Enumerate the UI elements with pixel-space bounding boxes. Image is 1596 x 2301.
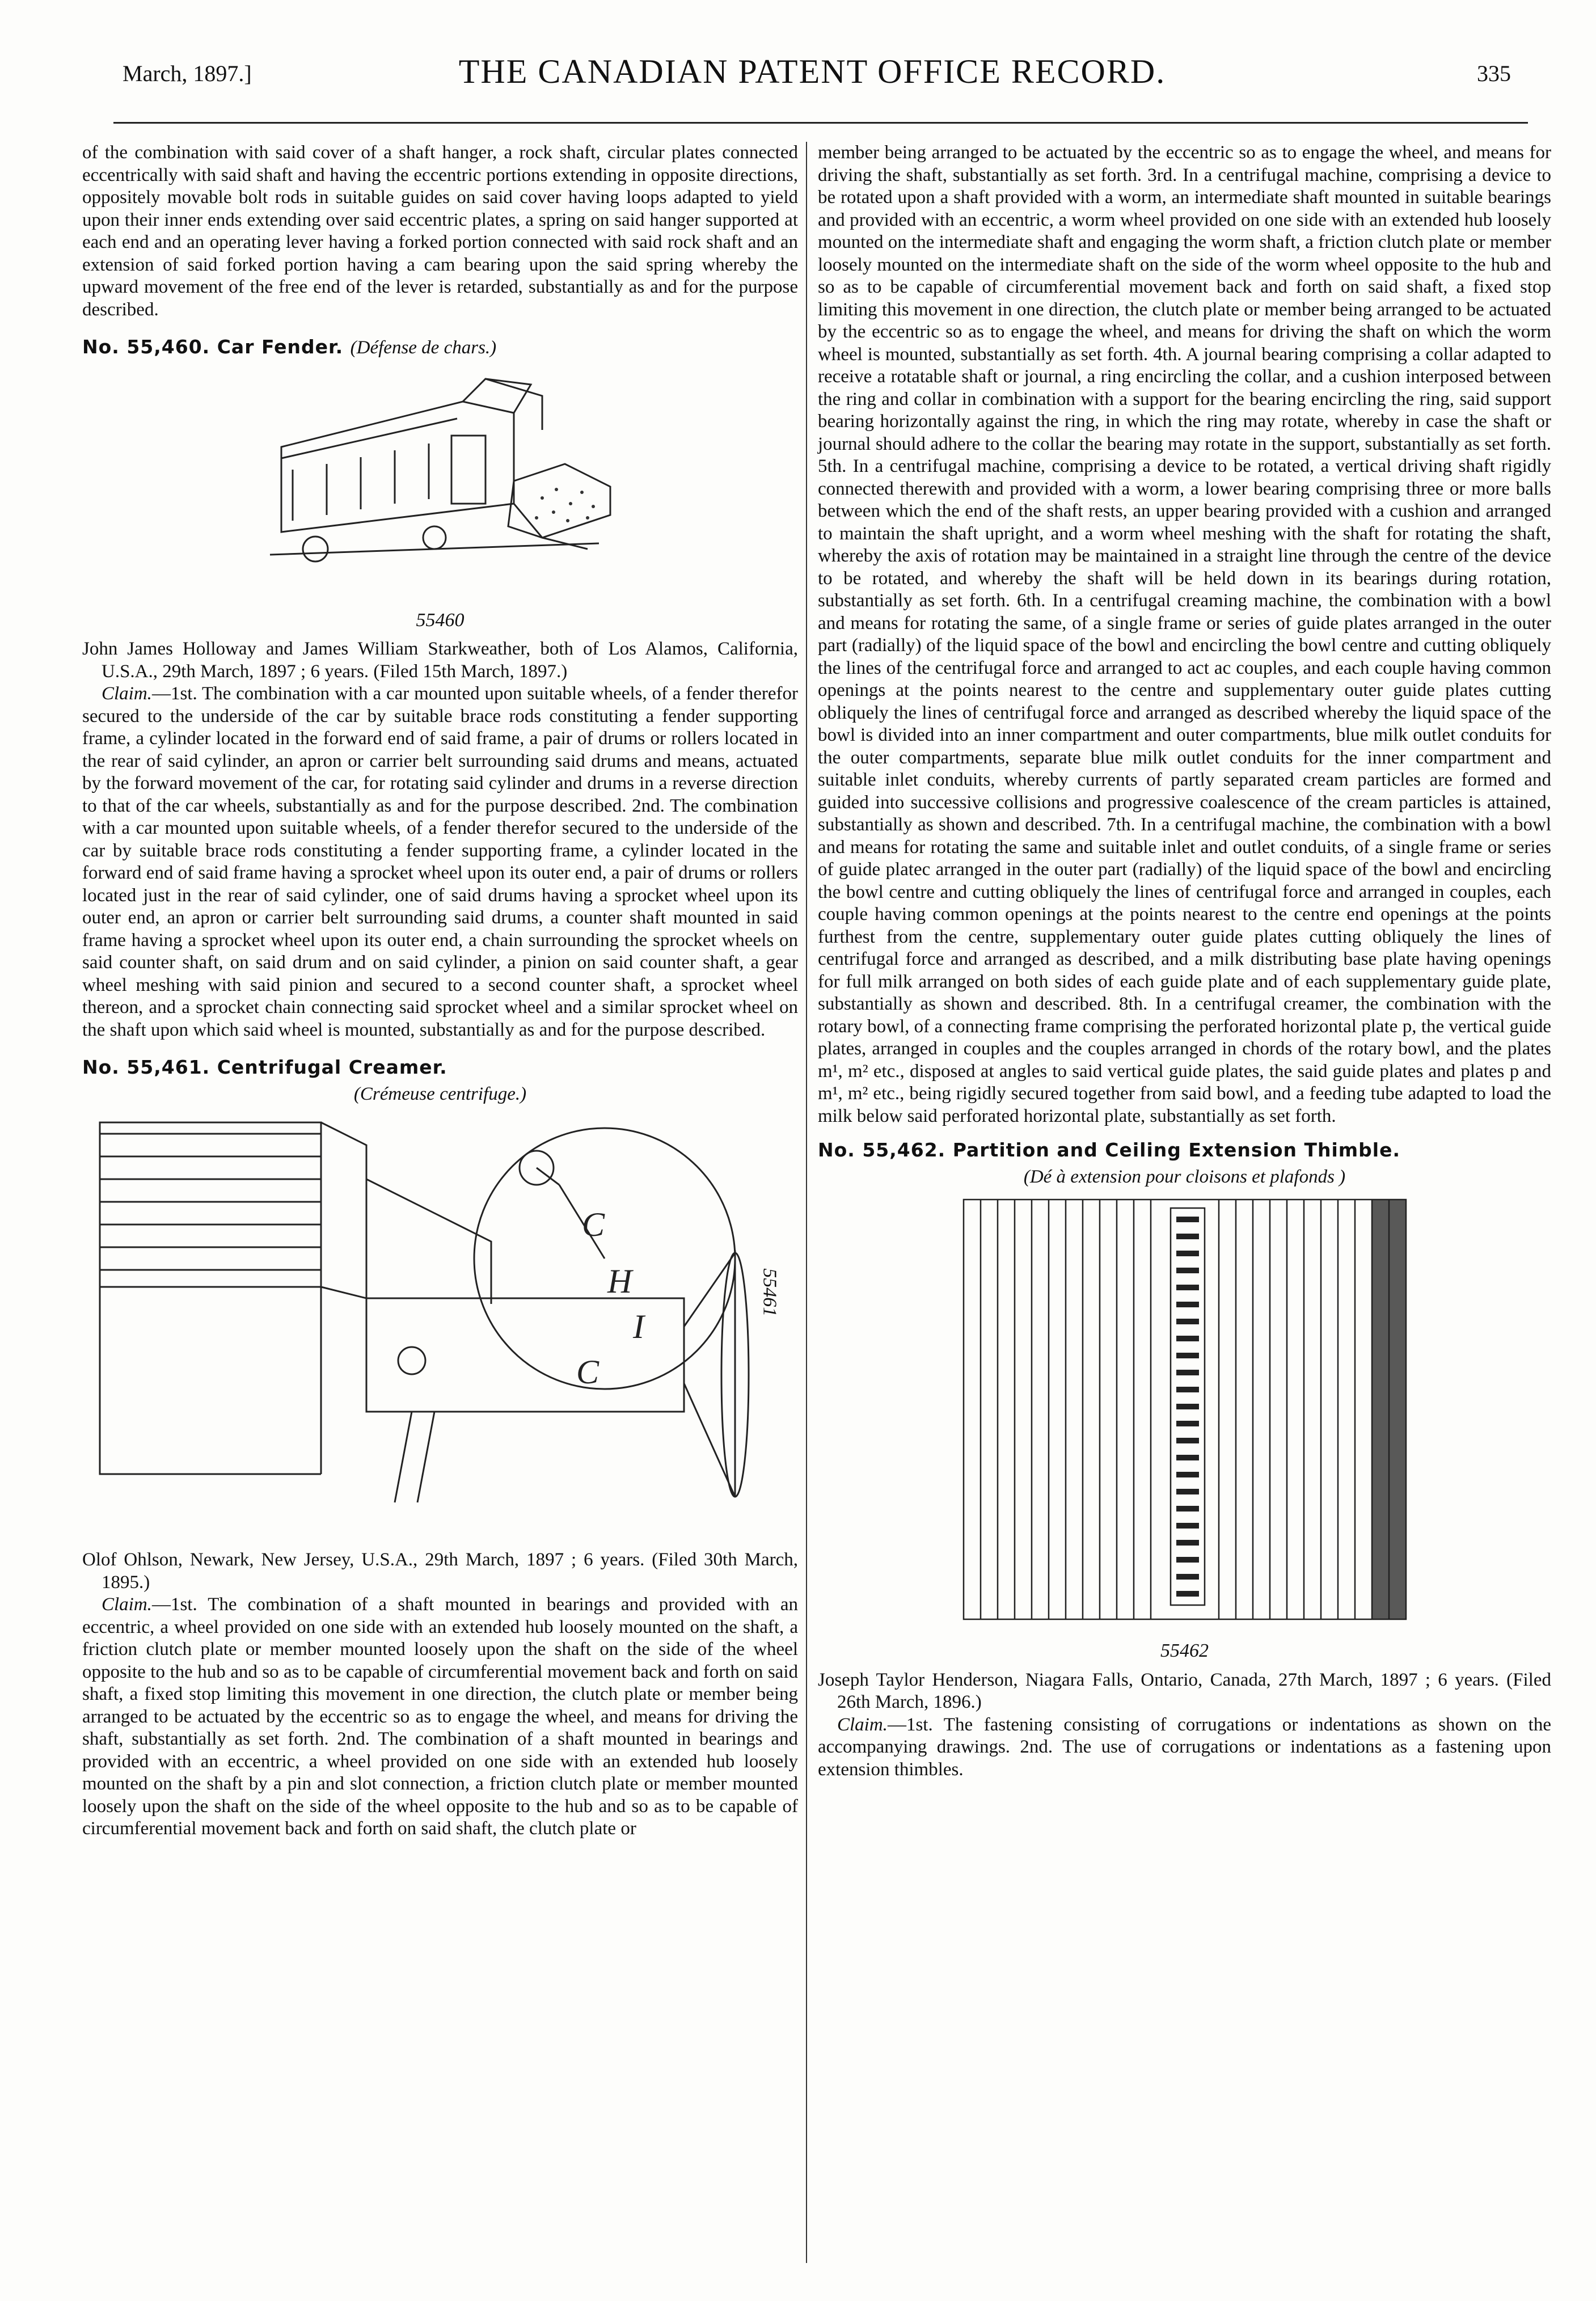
patent-heading-55462 [818,1139,1551,1162]
svg-text:I: I [633,1308,644,1345]
patent-number: No. 55,460. [82,336,210,358]
inventor-line: John James Holloway and James William Starkweather, both of Los Alamos, California, U.S.A., 29th March, 1897 ; 6 years. (Filed 15th March, 1897.) [82,639,798,682]
extension-thimble-drawing [952,1194,1417,1636]
continued-claim-text: member being arranged to be actuated by the eccentric so as to engage the wheel, and means for driving the shaft, substantially as set forth. 3rd. In a centrifugal machine, comprising a device to be rotated upon a shaft provided with a worm, an intermediate shaft mounted in suitable bearings and provided with an eccentric, a worm wheel provided on one side with an extended hub loosely mounted on the intermediate shaft and engaging the worm shaft, a friction clutch plate or member loosely mounted on the intermediate shaft on the side of the worm wheel opposite to the hub and so as to be capable of circumferential movement back and forth on said shaft, a fixed stop limiting this movement in one direction, the clutch plate or member being arranged to be actuated by the eccentric so as to engage the wheel, and means for driving the shaft on which the worm wheel is mounted, substantially as set forth. 4th. A journal bearing comprising a collar adapted to receive a rotatable shaft or journal, a ring encircling the collar, and a cushion interposed between the ring and collar in combination with a support for the bearing encircling the ring, said support bearing horizontally against the ring, in which the ring may rotate, whereby in case the shaft or journal should adhere to the collar the bearing may rotate in the support, substantially as set forth. 5th. In a centrifugal machine, comprising a device to be rotated, a vertical driving shaft rigidly connected therewith and provided with a worm, a lower bearing comprising three or more balls between which the end of the shaft rests, an upper bearing provided with a cushion and arranged to maintain the shaft upright, and a worm wheel meshing with the shaft for rotating the shaft, whereby the axis of rotation may be maintained in a straight line through the centre of the device to be rotated, and whereby the shaft will be held down in its bearings during rotation, substantially as set forth. 6th. In a centrifugal creaming machine, the combination with a bowl and means for rotating the same, of a single frame or series of guide plates arranged in the outer part (radially) of the liquid space of the bowl and encircling the bowl centre and cutting obliquely the lines of the centrifugal force and arranged to act ac couples, and each couple having common openings at the points nearest to the centre and supplementary outer guide plates cutting obliquely the lines of centrifugal force and arranged as described whereby the liquid space of the bowl is divided into an inner compartment and outer compartments, blue milk outlet conduits for the outer compartments, separate blue milk outlet conduits for the inner compartment and suitable inlet conduits, whereby currents of partly separated cream particles are formed and guided into successive collisions and progressive coalescence of the cream particles is attained, substantially as shown and described. 7th. In a centrifugal machine, the combination with a bowl and means for rotating the same and suitable inlet and outlet conduits, of a single frame or series of guide platec arranged in the outer part (radially) of the liquid space of the bowl and encircling the bowl centre and cutting obliquely the lines of centrifugal force and arranged in couples, each couple having common openings at the points nearest to the centre end openings at the points furthest from the centre, supplementary outer guide plates cutting obliquely the lines of centrifugal force and arranged as described, and a milk distributing base plate having openings for full milk arranged on both sides of each guide plate and of each supplementary guide plate, substantially as shown and described. 8th. In a centrifugal creamer, the combination with the rotary bowl, of a connecting frame comprising the perforated horizontal plate p, the vertical guide plates, arranged in couples and the couples arranged in chords of the rotary bowl, and the plates m¹, m² etc., disposed at angles to said vertical guide plates, the said guide plates and plates p and m¹, m² etc., being rigidly secured together from said bowl, and a feeding tube adapted to load the milk below said perforated horizontal plate, substantially as set forth. [818,142,1551,1126]
centrifugal-creamer-drawing [94,1111,786,1542]
left-column [82,142,798,1840]
patent-title: Partition and Ceiling Extension Thimble. [952,1139,1401,1161]
inventor-line: Joseph Taylor Henderson, Niagara Falls, Ontario, Canada, 27th March, 1897 ; 6 years. (Filed 26th March, 1896.) [818,1669,1551,1712]
claim-label: Claim. [837,1714,888,1735]
svg-text:C: C [582,1206,605,1243]
patent-title: Car Fender. [217,336,344,358]
patent-french-title: (Dé à extension pour cloisons et plafonds ) [1023,1166,1346,1187]
patent-title: Centrifugal Creamer. [217,1056,447,1078]
patent-number: No. 55,462. [818,1139,946,1161]
figure-number: 55462 [1160,1640,1209,1661]
claim-label: Claim. [102,683,152,704]
figure-number: 55460 [416,609,465,631]
continued-claim-text: of the combination with said cover of a shaft hanger, a rock shaft, circular plates connected eccentrically with said shaft and having the eccentric portions extending in opposite directions, oppositely movable bolt rods in suitable guides on said cover having loops adapted to yield upon their inner ends extending over said eccentric plates, a spring on said hanger supported at each end and an operating lever having a forked portion connected with said rock shaft and an extension of said forked portion having a cam bearing upon the said spring whereby the upward movement of the free end of the lever is retarded, substantially as and for the purpose described. [82,142,798,320]
publication-title: THE CANADIAN PATENT OFFICE RECORD. [458,53,1166,90]
claim-label: Claim. [102,1594,152,1615]
figure-number: 55461 [759,1268,780,1317]
patent-number: No. 55,461. [82,1056,210,1078]
right-column [818,142,1551,1781]
issue-date: March, 1897.] [123,61,252,86]
patent-french-title: (Crémeuse centrifuge.) [353,1083,527,1104]
claim-body: —1st. The combination with a car mounted upon suitable wheels, of a fender therefor secured to the underside of the car by suitable brace rods constituting a fender supporting frame, a cylinder located in the forward end of said frame, a pair of drums or rollers located in the rear of said cylinder, an apron or carrier belt surrounding said drums and means, actuated by the forward movement of the car, for rotating said cylinder and drums in a reverse direction to that of the car wheels, substantially as and for the purpose described. 2nd. The combination with a car mounted upon suitable wheels, of a fender therefor secured to the underside of the car by suitable brace rods constituting a fender supporting frame, a cylinder located in the forward end of said frame having a sprocket wheel upon its outer end, a pair of drums or rollers located just in the rear of said cylinder, one of said drums having a sprocket wheel upon its outer end, an apron or carrier belt surrounding said drums, a counter shaft mounted in said frame having a sprocket wheel upon its outer end, a chain surrounding the sprocket wheels on said counter shaft, on said drum and on said cylinder, a pinion on said counter shaft, a gear wheel meshing with said pinion and secured to a second counter shaft, a sprocket wheel thereon, and a sprocket chain connecting said sprocket wheel and a similar sprocket wheel on the shaft upon which said wheel is mounted, substantially as and for the purpose described. [82,683,798,1040]
patent-french-title: (Défense de chars.) [350,337,497,358]
patent-heading-55461 [82,1056,798,1079]
claim-body: —1st. The combination of a shaft mounted in bearings and provided with an eccentric, a wheel provided on one side with an extended hub loosely mounted on the shaft, a friction clutch plate or member mounted loosely upon the shaft on the side of the wheel opposite to the hub and so as to be capable of circumferential movement back and forth on said shaft, a fixed stop limiting this movement in one direction, the clutch plate or member being arranged to be actuated by the eccentric so as to engage the wheel, and means for driving the shaft, substantially as set forth. 2nd. The combination of a shaft mounted in bearings and provided with an eccentric, a wheel provided on one side with an extended hub loosely mounted on the shaft by a pin and slot connection, a friction clutch plate or member mounted loosely upon the shaft on the side of the wheel opposite to the hub and so as to be capable of circumferential movement back and forth on said shaft, the clutch plate or [82,1594,798,1839]
svg-text:C: C [576,1353,599,1391]
svg-text:H: H [607,1263,632,1300]
page-number: 335 [1477,61,1511,86]
inventor-line: Olof Ohlson, Newark, New Jersey, U.S.A., 29th March, 1897 ; 6 years. (Filed 30th March, 1895.) [82,1550,798,1593]
creamer-figure [82,1111,798,1542]
column-divider [806,142,807,2263]
claim-text [82,1594,798,1840]
patent-heading-55460 [82,336,798,360]
car-fender-drawing [247,368,633,606]
header-rule [113,122,1528,124]
claim-body: —1st. The fastening consisting of corrugations or indentations as shown on the accompanying drawings. 2nd. The use of corrugations or indentations as a fastening upon extension thimbles. [818,1714,1551,1780]
page-header [91,52,1534,98]
claim-text [818,1714,1551,1781]
claim-text [82,683,798,1041]
